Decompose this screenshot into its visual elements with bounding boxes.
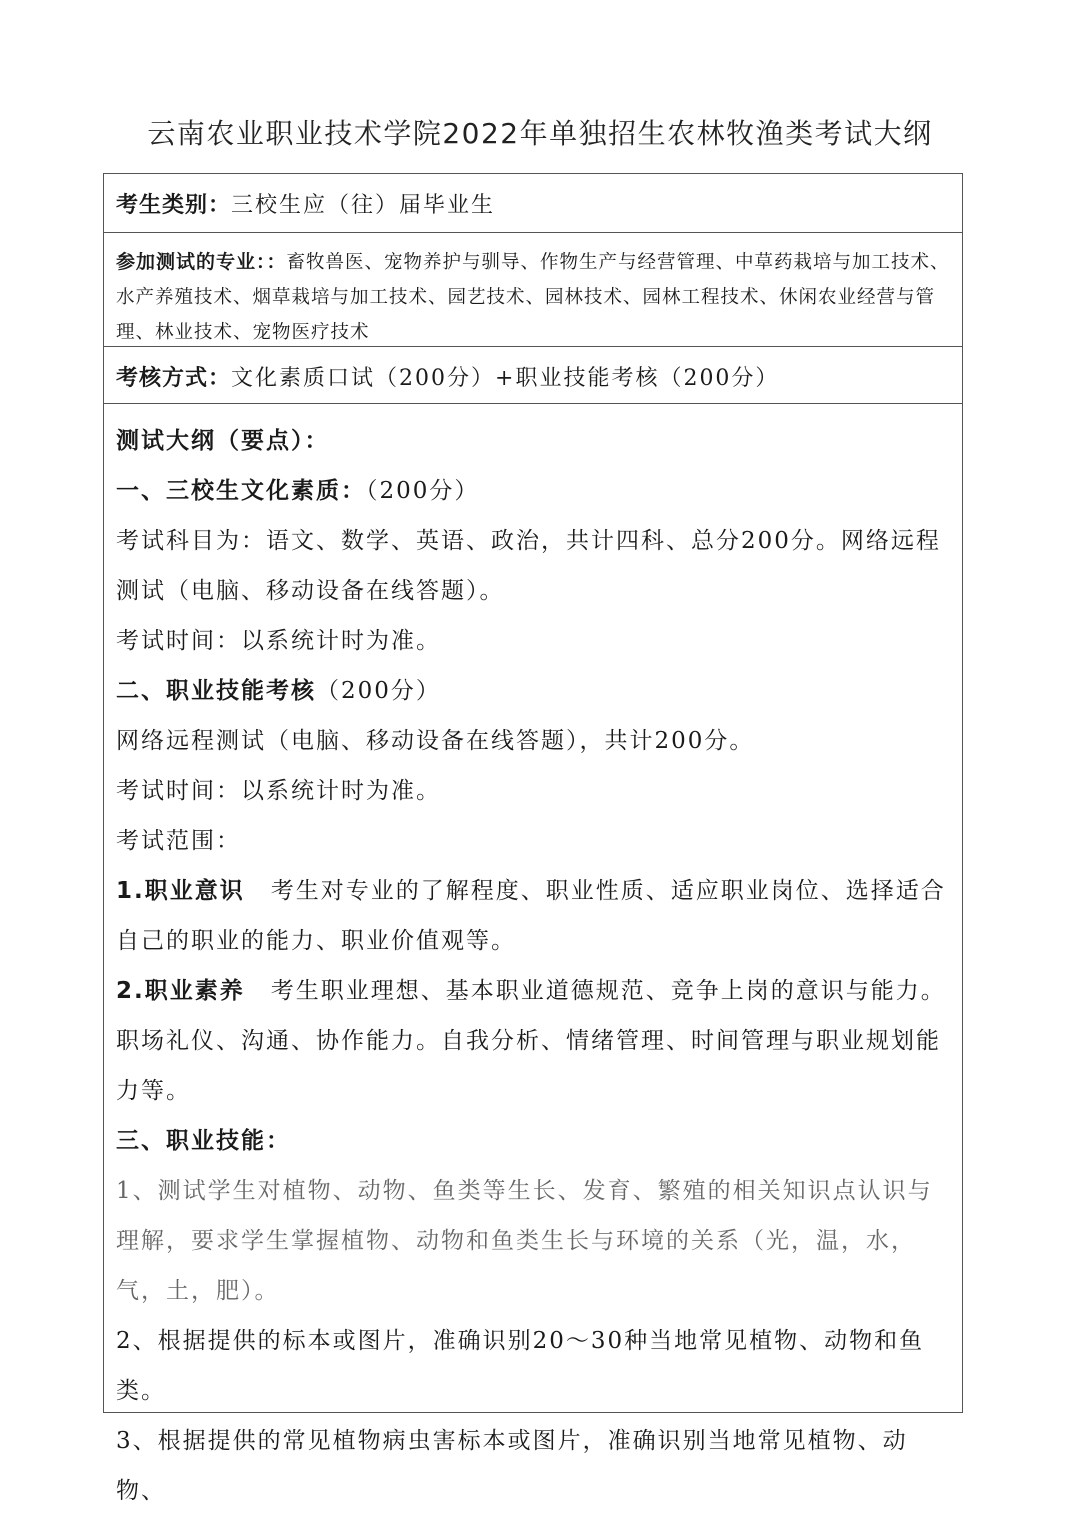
section-2-desc: 网络远程测试（电脑、移动设备在线答题），共计200分。 — [116, 728, 755, 754]
scope-item-1 — [116, 866, 956, 966]
row-majors — [104, 233, 962, 347]
category-value: 三校生应（往）届毕业生 — [231, 193, 496, 218]
majors-label: 参加测试的专业：： — [116, 251, 287, 273]
section-2-score: （200分） — [316, 678, 441, 704]
method-value: 文化素质口试（200分）+职业技能考核（200分） — [231, 366, 780, 391]
section-1-score: （200分） — [366, 478, 480, 504]
majors-value: 畜牧兽医、宠物养护与驯导、作物生产与经营管理、中草药栽培与加工技术、水产养殖技术、烟草栽培与加工技术、园艺技术、园林技术、园林工程技术、休闲农业经营与管理、林业技术、宠物医疗技术 — [116, 252, 950, 343]
scope-item-1-text: 考生对专业的了解程度、职业性质、适应职业岗位、选择适合自己的职业的能力、职业价值观等。 — [116, 878, 946, 954]
method-label: 考核方式： — [116, 366, 232, 391]
skill-item-1: 1、测试学生对植物、动物、鱼类等生长、发育、繁殖的相关知识点认识与理解，要求学生掌握植物、动物和鱼类生长与环境的关系（光，温，水，气，土，肥）。 — [116, 1178, 933, 1304]
section-1-heading — [116, 466, 956, 516]
scope-item-2-title: 2.职业素养 — [116, 978, 245, 1004]
majors-cell — [116, 245, 954, 350]
category-cell — [116, 188, 954, 219]
outline-body — [116, 416, 956, 1516]
section-1-time: 考试时间：以系统计时为准。 — [116, 628, 441, 654]
method-cell — [116, 361, 954, 392]
section-2-heading — [116, 666, 956, 716]
section-2-time: 考试时间：以系统计时为准。 — [116, 778, 441, 804]
row-category — [104, 174, 962, 233]
section-2-title: 二、职业技能考核 — [116, 678, 316, 704]
scope-item-2 — [116, 966, 956, 1116]
skill-item-2: 2、根据提供的标本或图片，准确识别20～30种当地常见植物、动物和鱼类。 — [116, 1328, 925, 1404]
section-1-title: 一、三校生文化素质： — [116, 478, 366, 504]
skill-item-3: 3、根据提供的常见植物病虫害标本或图片，准确识别当地常见植物、动物、 — [116, 1428, 908, 1504]
category-label: 考生类别： — [116, 193, 232, 218]
section-3-heading: 三、职业技能： — [116, 1128, 291, 1154]
row-method — [104, 347, 962, 404]
scope-item-1-title: 1.职业意识 — [116, 878, 245, 904]
outline-heading: 测试大纲（要点）： — [116, 428, 330, 454]
scope-item-2-text: 考生职业理想、基本职业道德规范、竞争上岗的意识与能力。职场礼仪、沟通、协作能力。自我分析、情绪管理、时间管理与职业规划能力等。 — [116, 978, 946, 1104]
section-1-subjects: 考试科目为：语文、数学、英语、政治，共计四科、总分200分。网络远程测试（电脑、移动设备在线答题）。 — [116, 528, 941, 604]
outline-table — [103, 173, 963, 1504]
scope-label: 考试范围： — [116, 828, 241, 854]
document-title: 云南农业职业技术学院2022年单独招生农林牧渔类考试大纲 — [147, 117, 933, 150]
